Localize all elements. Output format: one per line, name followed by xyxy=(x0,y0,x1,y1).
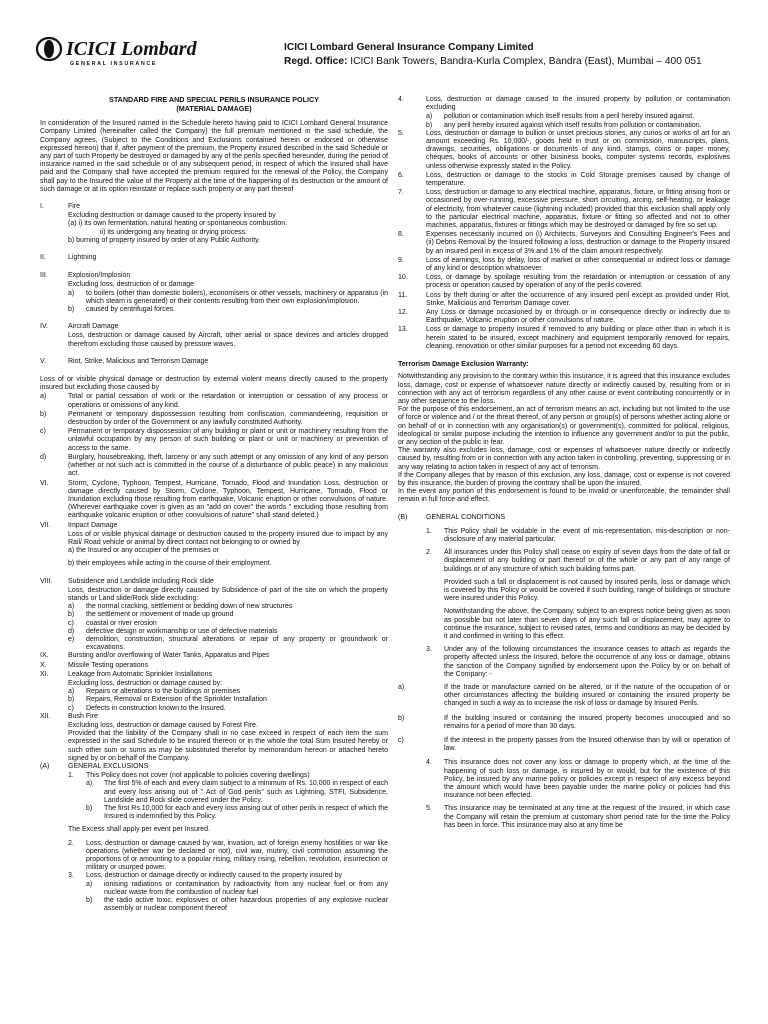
peril-sprinkler-b: b) Repairs, Removal or Extension of the Sprinkler Installation xyxy=(68,696,267,704)
exclusion-4b: b) any peril hereby insured against which itself results from pollution or contamination. xyxy=(426,121,702,129)
peril-riot-d: d) Burglary, housebreaking, theft, larceny or any such attempt or any omission of any kind of any person (whether or not such act is committed in the course of a disturbance of public peace) in any malicious act. xyxy=(40,453,388,478)
exclusion-7: 7. Loss, destruction or damage to any electrical machine, apparatus, fixture, or fitting arising from or occasioned by over-running, excessive pressure, short circuiting, arcing, self-heating, or leakage of electricity, from whatever cause (lightning included) provided that this exclusion shall apply only to the particular electrical machine, apparatus, fixture or fitting so affected and not to other machines, apparatus, fixtures or fittings which may be destroyed or damaged by fire so set up. xyxy=(398,189,730,230)
general-conditions-heading: (B) GENERAL CONDITIONS xyxy=(398,513,506,521)
condition-3a: a) If the trade or manufacture carried on be altered, or if the nature of the occupation of or other circumstances affecting the building insured or containing the insured property be changed in such a way as to increase the risk of loss or damage by Insured Perils. xyxy=(398,684,730,708)
terrorism-para-4: If the Company alleges that by reason of this exclusion, any loss, damage, cost or expense is not covered by this insurance, the burden of proving the contrary shall be upon the insured. xyxy=(398,471,730,487)
office-address: ICICI Bank Towers, Bandra-Kurla Complex, Bandra (East), Mumbai – 400 051 xyxy=(350,56,702,67)
document-header xyxy=(36,34,736,70)
exclusion-5: 5. Loss, destruction or damage to bullion or unset precious stones, any curios or works of art for an amount exceeding Rs. 10,000/-, goods held in trust or on commission, manuscripts, plans, drawings, securities, obligations or documents of any kind, stamps, coins or paper money, cheques, books of accounts or other business books, computer systems records, explosives unless otherwise expressly stated in the Policy. xyxy=(398,129,730,170)
policy-title-line2: (MATERIAL DAMAGE) xyxy=(176,103,252,113)
registered-office xyxy=(284,56,702,67)
icici-lombard-logo xyxy=(36,34,256,68)
exclusion-3a: a) ionising radiations or contamination by radioactivity from any nuclear fuel or from any nuclear waste from the combustion of nuclear fuel xyxy=(86,880,388,896)
condition-3b: b) If the building insured or containing the insured property becomes unoccupied and so remains for a period of more than 30 days. xyxy=(398,714,730,730)
condition-2-notwithstanding: Notwithstanding the above, the Company, subject to an express notice being given as soon as possible but not later than seven days of any such fall or displacement, may agree to continue the insurance, subject to revised rates, terms and conditions as may be decided by it and confirmed in writing to this effect. xyxy=(444,608,730,640)
condition-1: 1. This Policy shall be voidable in the event of mis-representation, mis-description or non-disclosure of any material particular. xyxy=(426,527,730,543)
exclusion-4a: a) pollution or contamination which itself results from a peril hereby insured against. xyxy=(426,113,695,121)
condition-2: 2. All insurances under this Policy shall cease on expiry of seven days from the date of fall or displacement of any building or part thereof or of the whole or any part of any range of buildings or of any structure of which such building forms part. xyxy=(426,549,730,573)
peril-impact-b: b) their employees while acting in the course of their employment. xyxy=(68,560,272,568)
liability-proviso: Provided that the liability of the Company shall in no case exceed in respect of each item the sum expressed in the said Schedule to be insured thereon or in the whole the total Sum Insured hereby or such other sum or sums as may be substituted therefor by memorandum hereon or attached hereto signed by or on behalf of the Company. xyxy=(68,730,388,762)
policy-title-line1: STANDARD FIRE AND SPECIAL PERILS INSURANCE POLICY xyxy=(109,95,319,104)
peril-subsidence-b: b) the settlement or movement of made up ground xyxy=(68,611,234,619)
peril-water-tanks: IX. Bursting and/or overflowing of Water Tanks, Apparatus and Pipes xyxy=(40,652,270,660)
condition-3c: c) If the interest in the property passes from the Insured otherwise than by will or operation of law. xyxy=(398,737,730,753)
peril-riot: V. Riot, Strike, Malicious and Terrorism Damage xyxy=(40,357,209,365)
peril-impact-desc: Loss of or visible physical damage or destruction caused to the property insured due to impact by any Rail/ Road vehicle or animal by direct contact not belonging to or owned by xyxy=(68,530,388,546)
peril-sprinkler: XI. Leakage from Automatic Sprinkler Installations xyxy=(40,670,212,678)
peril-fire-b: b) burning of property insured by order of any Public Authority. xyxy=(68,236,261,244)
exclusion-11: 11. Loss by theft during or after the occurrence of any insured peril except as provided under Riot, Strike, Malicious and Terrorism Damage cover. xyxy=(398,291,730,307)
peril-riot-c: c) Permanent or temporary dispossession of any building or plant or unit or machinery resulting from the unlawful occupation by any person of such building or plant or unit or machinery or prevention of access to the same. xyxy=(40,428,388,452)
exclusion-1b: b) The first Rs.10,000 for each and every loss arising out of other perils in respect of which the Insured is indemnified by this Policy. xyxy=(86,805,388,821)
exclusion-12: 12. Any Loss or damage occasioned by or through or in consequence directly or indirectly due to Earthquake, Volcanic eruption or other convulsions of nature. xyxy=(398,309,730,325)
peril-subsidence-e: e) demolition, construction, structural alterations or repair of any property or groundwork or excavations. xyxy=(68,635,388,652)
company-name: ICICI Lombard General Insurance Company Limited xyxy=(284,42,534,53)
peril-bush-fire-desc: Excluding loss, destruction or damage caused by Forest Fire. xyxy=(68,721,258,729)
exclusion-10: 10. Loss, or damage by spoilage resulting from the retardation or interruption or cessation of any process or operation caused by operation of any of the perils covered. xyxy=(398,274,730,290)
peril-lightning: II. Lightning xyxy=(40,254,97,262)
exclusion-4: 4. Loss, destruction or damage caused to the insured property by pollution or contamination excluding xyxy=(398,96,730,112)
peril-subsidence: VIII. Subsidence and Landslide including Rock slide xyxy=(40,577,214,585)
condition-3: 3. Under any of the following circumstances the insurance ceases to attach as regards the property affected unless the Insured, before the occurrence of any loss or damage, obtains the sanction of the Company signified by endorsement upon the Policy by or on behalf of the Company: - xyxy=(426,646,730,678)
excess-note: The Excess shall apply per event per Insured. xyxy=(68,826,211,834)
office-label: Regd. Office: xyxy=(284,56,348,67)
peril-explosion-desc: Excluding loss, destruction of or damage xyxy=(68,281,195,289)
exclusion-8: 8. Expenses necessarily incurred on (i) Architects, Surveyors and Consulting Engineer's Fees and (ii) Debris Removal by the Insured following a loss, destruction or damage to the Property insured by an insured peril in excess of 3% and 1% of the claim amount respectively. xyxy=(398,231,730,255)
policy-title xyxy=(40,96,388,113)
peril-aircraft: IV. Aircraft Damage xyxy=(40,323,119,331)
peril-subsidence-c: c) coastal or river erosion xyxy=(68,619,157,627)
intro-paragraph: In consideration of the Insured named in the Schedule hereto having paid to ICICI Lombard General Insurance Company Limited (hereinafter called the Company) the full premium mentioned in the said schedule, the Company agrees, (Subject to the Conditions and Exclusions contained herein or endorsed or otherwise expressed hereon) that if, after payment of the premium, the Property insured described in the said Schedule or any part of such Property be destroyed or damaged by any of the perils specified hereunder, during the period of insurance named in the said schedule or of any subsequent period, in respect of which the Insured shall have paid and the Company shall have accepted the premium required for the renewal of the Policy, the Company shall pay to the Insured the value of the Property at the time of the happening of its destruction or the amount of such damage or at its option reinstate or replace such property or any part thereof xyxy=(40,120,388,193)
peril-sprinkler-c: c) Defects in construction known to the Insured. xyxy=(68,704,226,712)
exclusion-2: 2. Loss, destruction or damage caused by war, invasion, act of foreign enemy hostilities or war like operations (whether war be declared or not), civil war, mutiny, civil commotion assuming the proportions of or amounting to a popular rising, military rising, rebellion, revolution, insurrection or military or usurped power. xyxy=(68,839,388,872)
left-column xyxy=(40,96,388,913)
peril-missile: X. Missile Testing operations xyxy=(40,661,149,669)
logo-subtext: GENERAL INSURANCE xyxy=(70,61,158,67)
terrorism-para-3: The warranty also excludes loss, damage, cost or expenses of whatsoever nature directly or indirectly caused by, resulting from or in connection with any action taken in controlling, preventing, suppressing or in any way relating to action taken in respect of any act of terrorism. xyxy=(398,447,730,471)
condition-4: 4. This insurance does not cover any loss or damage to property which, at the time of the happening of such loss or damage, is insured by or would, but for the existence of this Policy, be insured by any marine policy or policies except in respect of any excess beyond the amount which would have been payable under the marine policy or policies had this insurance not been effected. xyxy=(426,759,730,800)
peril-fire: I. Fire xyxy=(40,203,81,211)
terrorism-para-1: Notwithstanding any provision to the contrary within this insurance, it is agreed that this insurance excludes loss, damage, cost or expense of whatsoever nature directly or indirectly caused by, resulting from or in connection with any act of terrorism regardless of any other cause or event contributing concurrently or in any other sequence to the loss. xyxy=(398,373,730,405)
peril-storm: VI. Storm, Cyclone, Typhoon, Tempest, Hurricane, Tornado, Flood and Inundation Loss, destruction or damage directly caused by Storm, Cyclone, Typhoon, Tempest, Hurricane, Tornado, Flood or Inundation excluding those resulting from earthquake, Volcanic eruption or other convulsions of nature. (Wherever earthquake cover is given as an "add on cover" the words " excluding those resulting from earthquake volcanic eruption or other convulsions of nature" shall stand deleted.) xyxy=(40,479,388,520)
peril-bush-fire: XII. Bush Fire xyxy=(40,712,98,720)
peril-impact: VII. Impact Damage xyxy=(40,521,118,529)
peril-impact-a: a) the Insured or any occupier of the premises or xyxy=(68,547,219,555)
peril-aircraft-desc: Loss, destruction or damage caused by Aircraft, other aerial or space devices and articles dropped therefrom excluding those caused by pressure waves. xyxy=(68,332,388,348)
exclusion-9: 9. Loss of earnings, loss by delay, loss of market or other consequential or indirect loss or damage of any kind or description whatsoever. xyxy=(398,256,730,273)
exclusion-6: 6. Loss, destruction or damage to the stocks in Cold Storage premises caused by change of temperature. xyxy=(398,171,730,188)
condition-5: 5. This Insurance may be terminated at any time at the request of the Insured, in which case the Company will retain the premium at customary short period rate for the time the Policy has been in force. This insurance may also at any time be xyxy=(426,805,730,829)
exclusion-1a: a) The first 5% of each and every claim subject to a minimum of Rs. 10,000 in respect of each and every loss arising out of " Act of God perils" such as Lightning, STFI, Subsidence, Landslide and Rock slide covered under the Policy. xyxy=(86,780,388,804)
peril-riot-desc: Loss of or visible physical damage or destruction by external violent means directly caused to the property insured but excluding those caused by xyxy=(40,376,388,392)
peril-riot-a: a) Total or partial cessation of work or the retardation or interruption or cessation of any process or operations or omissions of any kind. xyxy=(40,393,388,409)
condition-2-proviso: Provided such a fall or displacement is not caused by insured perils, loss or damage which is covered by this Policy or would be covered if such building, range of buildings or structure were insured under this Policy. xyxy=(444,578,730,603)
peril-fire-a2: ii) its undergoing any heating or drying process. xyxy=(100,228,248,236)
exclusion-13: 13. Loss or damage to property insured if removed to any building or place other than in which it is herein stated to be insured, except machinery and equipment temporarily removed for repairs, cleaning, renovation or other similar purposes for a period not exceeding 60 days. xyxy=(398,326,730,350)
peril-fire-a: (a) i) its own fermentation, natural heating or spontaneous combustion. xyxy=(68,220,288,228)
exclusion-1: 1. This Policy does not cover (not applicable to policies covering dwellings) xyxy=(68,772,310,780)
exclusion-3: 3. Loss, destruction or damage directly or indirectly caused to the property insured by xyxy=(68,872,343,880)
peril-subsidence-d: d) defective design or workmanship or use of defective materials xyxy=(68,627,278,635)
peril-sprinkler-desc: Excluding loss, destruction or damage caused by: xyxy=(68,679,223,687)
peril-explosion-a: a) to boilers (other than domestic boilers), economisers or other vessels, machinery or apparatus (in which steam is generated) or their contents resulting from their own explosion/implosion. xyxy=(68,289,388,305)
terrorism-para-5: In the event any portion of this endorsement is found to be invalid or unenforceable, the remainder shall remain in full force and effect. xyxy=(398,488,730,504)
general-exclusions-heading: (A) GENERAL EXCLUSIONS xyxy=(40,763,149,770)
peril-fire-desc: Excluding destruction or damage caused to the property insured by xyxy=(68,212,276,220)
terrorism-para-2: For the purpose of this endorsement, an act of terrorism means an act, including but not limited to the use of force or violence and / or the threat thereof, of any person or group(s) of persons whether acting alone or on behalf of or in connection with any organisation(s) or government(s), committed for political, religious, ideological or similar purpose including the intention to influence any government and/or to put the public, or any section of the public in fear. xyxy=(398,406,730,446)
right-column xyxy=(398,96,730,830)
exclusion-3b: b) the radio active toxic, explosives or other hazardous properties of any explosive nuclear assembly or nuclear component thereof xyxy=(86,897,388,913)
terrorism-warranty-title: Terrorism Damage Exclusion Warranty: xyxy=(398,361,529,369)
peril-riot-b: b) Permanent or temporary dispossession resulting from confiscation, commandeering, requisition or destruction by order of the Government or any lawfully constituted Authority. xyxy=(40,410,388,427)
logo-text: ICICI Lombard xyxy=(66,38,197,60)
peril-sprinkler-a: a) Repairs or alterations to the buildings or premises xyxy=(68,688,241,696)
peril-explosion-b: b) caused by centrifugal forces. xyxy=(68,306,176,314)
peril-subsidence-desc: Loss, destruction or damage directly caused by Subsidence of part of the site on which the property stands or Land slide/Rock slide excluding: xyxy=(68,586,388,602)
peril-explosion: III. Explosion/Implosion xyxy=(40,272,131,280)
peril-subsidence-a: a) the normal cracking, settlement or bedding down of new structures xyxy=(68,603,293,611)
